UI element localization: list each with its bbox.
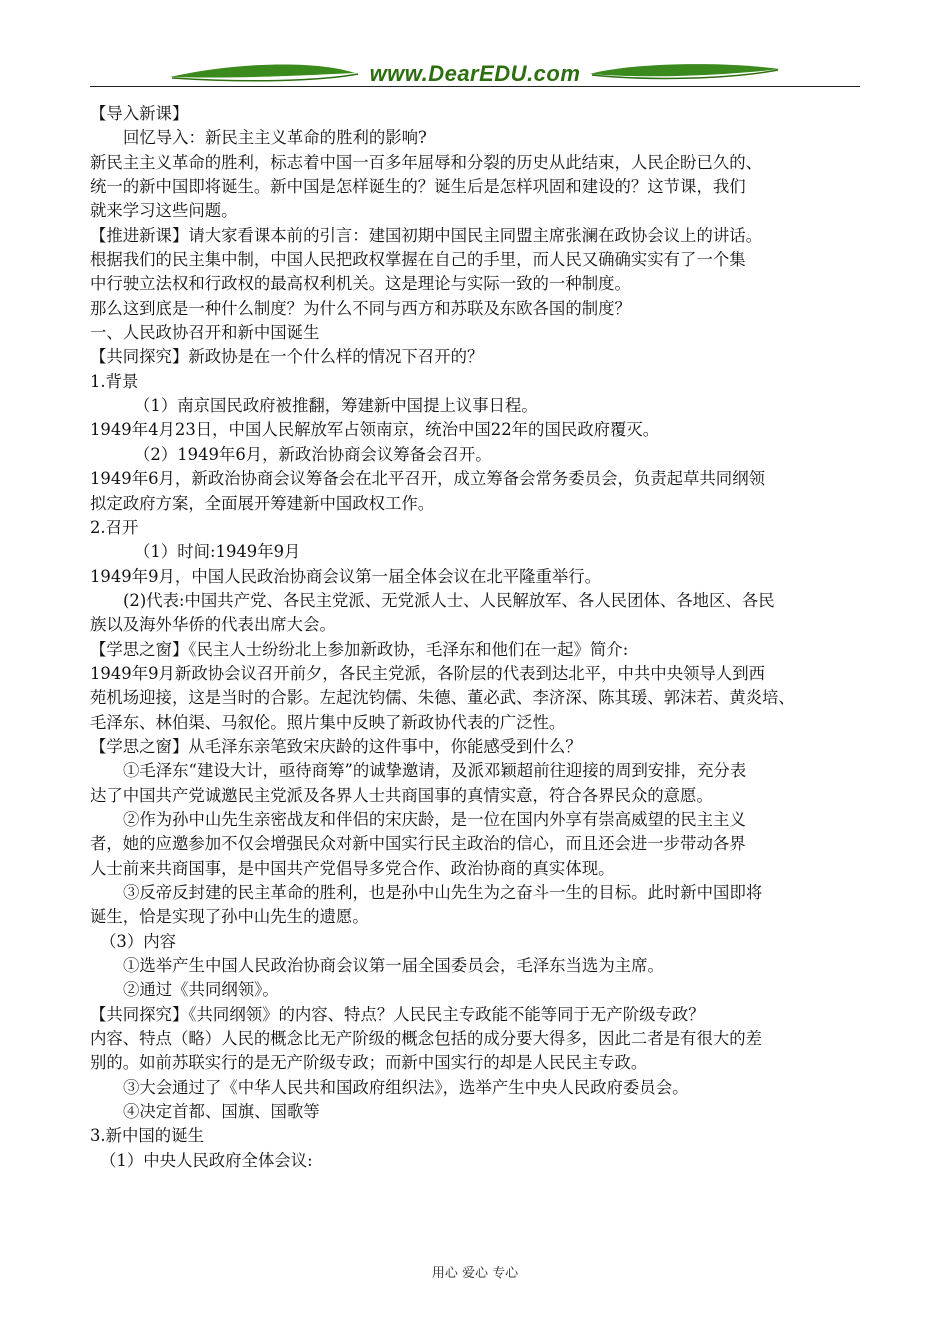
text-line: (2)代表:中国共产党、各民主党派、无党派人士、人民解放军、各人民团体、各地区、各民 (123, 590, 775, 610)
text-line: （2）1949年6月，新政治协商会议筹备会召开。 (134, 444, 492, 464)
text-line: 【共同探究】《共同纲领》的内容、特点？人民民主专政能不能等同于无产阶级专政？ (90, 1004, 705, 1024)
text-line: 统一的新中国即将诞生。新中国是怎样诞生的？诞生后是怎样巩固和建设的？这节课，我们 (90, 177, 746, 197)
text-line: 1949年9月新政协会议召开前夕，各民主党派，各阶层的代表到达北平，中共中央领导人到西 (90, 663, 765, 683)
text-line: 1949年4月23日，中国人民解放军占领南京，统治中国22年的国民政府覆灭。 (90, 420, 660, 440)
page-footer: 用心 爱心 专心 (431, 1266, 519, 1281)
text-line: 2.召开 (90, 517, 139, 537)
text-line: ④决定首都、国旗、国歌等 (123, 1102, 320, 1122)
text-line: 根据我们的民主集中制，中国人民把政权掌握在自己的手里，而人民又确确实实有了一个集 (90, 250, 746, 270)
text-line: 毛泽东、林伯渠、马叙伦。照片集中反映了新政协代表的广泛性。 (90, 712, 566, 732)
text-line: 1949年9月，中国人民政治协商会议第一届全体会议在北平隆重举行。 (90, 566, 602, 586)
text-line: ②通过《共同纲领》。 (123, 980, 279, 1000)
text-line: ①选举产生中国人民政治协商会议第一届全国委员会，毛泽东当选为主席。 (123, 956, 664, 976)
text-line: （1）中央人民政府全体会议: (100, 1150, 313, 1170)
text-line: 者，她的应邀参加不仅会增强民众对新中国实行民主政治的信心，而且还会进一步带动各界 (90, 834, 746, 854)
text-line: 回忆导入：新民主主义革命的胜利的影响? (123, 128, 427, 148)
text-line: ③大会通过了《中华人民共和国政府组织法》，选举产生中央人民政府委员会。 (123, 1077, 689, 1097)
text-line: （1）南京国民政府被推翻，筹建新中国提上议事日程。 (134, 396, 538, 416)
text-line: 那么这到底是一种什么制度？为什么不同与西方和苏联及东欧各国的制度？ (90, 298, 631, 318)
text-line: 【推进新课】请大家看课本前的引言：建国初期中国民主同盟主席张澜在政协会议上的讲话。 (90, 225, 763, 245)
text-line: （3）内容 (100, 931, 176, 951)
header-rule (90, 86, 860, 87)
text-line: 族以及海外华侨的代表出席大会。 (90, 615, 336, 635)
text-line: 内容、特点（略）人民的概念比无产阶级的概念包括的成分要大得多，因此二者是有很大的差 (90, 1029, 763, 1049)
text-line: 苑机场迎接，这是当时的合影。左起沈钧儒、朱德、董必武、李济深、陈其瑗、郭沫若、黄炎培、 (90, 688, 795, 708)
text-line: 就来学习这些问题。 (90, 201, 238, 221)
text-line: 人士前来共商国事，是中国共产党倡导多党合作、政治协商的真实体现。 (90, 858, 615, 878)
text-line: 【学思之窗】《民主人士纷纷北上参加新政协，毛泽东和他们在一起》简介: (90, 639, 629, 659)
text-line: 达了中国共产党诚邀民主党派及各界人士共商国事的真情实意，符合各界民众的意愿。 (90, 785, 713, 805)
text-line: （1）时间:1949年9月 (134, 542, 301, 562)
text-line: 1.背景 (90, 371, 139, 391)
text-line: 【共同探究】新政协是在一个什么样的情况下召开的？ (90, 347, 484, 367)
text-line: 【学思之窗】从毛泽东亲笔致宋庆龄的这件事中，你能感受到什么？ (90, 736, 582, 756)
text-line: 新民主主义革命的胜利，标志着中国一百多年屈辱和分裂的历史从此结束，人民企盼已久的、 (90, 152, 763, 172)
document-body (90, 102, 862, 1173)
text-line: ③反帝反封建的民主革命的胜利，也是孙中山先生为之奋斗一生的目标。此时新中国即将 (123, 883, 763, 902)
text-line: 3.新中国的诞生 (90, 1126, 204, 1146)
text-line: 1949年6月，新政治协商会议筹备会在北平召开，成立筹备会常务委员会，负责起草共同纲领 (90, 469, 765, 489)
text-line: ①毛泽东“建设大计，亟待商筹”的诚挚邀请，及派邓颖超前往迎接的周到安排，充分表 (123, 761, 747, 781)
site-url-logo-text: www.DearEDU.com (369, 61, 581, 86)
text-line: 别的。如前苏联实行的是无产阶级专政；而新中国实行的却是人民民主专政。 (90, 1053, 648, 1073)
text-line: 中行驶立法权和行政权的最高权利机关。这是理论与实际一致的一种制度。 (90, 274, 631, 294)
text-line: ②作为孙中山先生亲密战友和伴侣的宋庆龄，是一位在国内外享有崇高威望的民主主义 (123, 809, 746, 829)
text-line: 拟定政府方案，全面展开筹建新中国政权工作。 (90, 493, 435, 513)
text-line: 诞生，恰是实现了孙中山先生的遗愿。 (90, 907, 369, 927)
text-line: 一、人民政协召开和新中国诞生 (90, 323, 320, 343)
text-line: 【导入新课】 (90, 104, 189, 123)
